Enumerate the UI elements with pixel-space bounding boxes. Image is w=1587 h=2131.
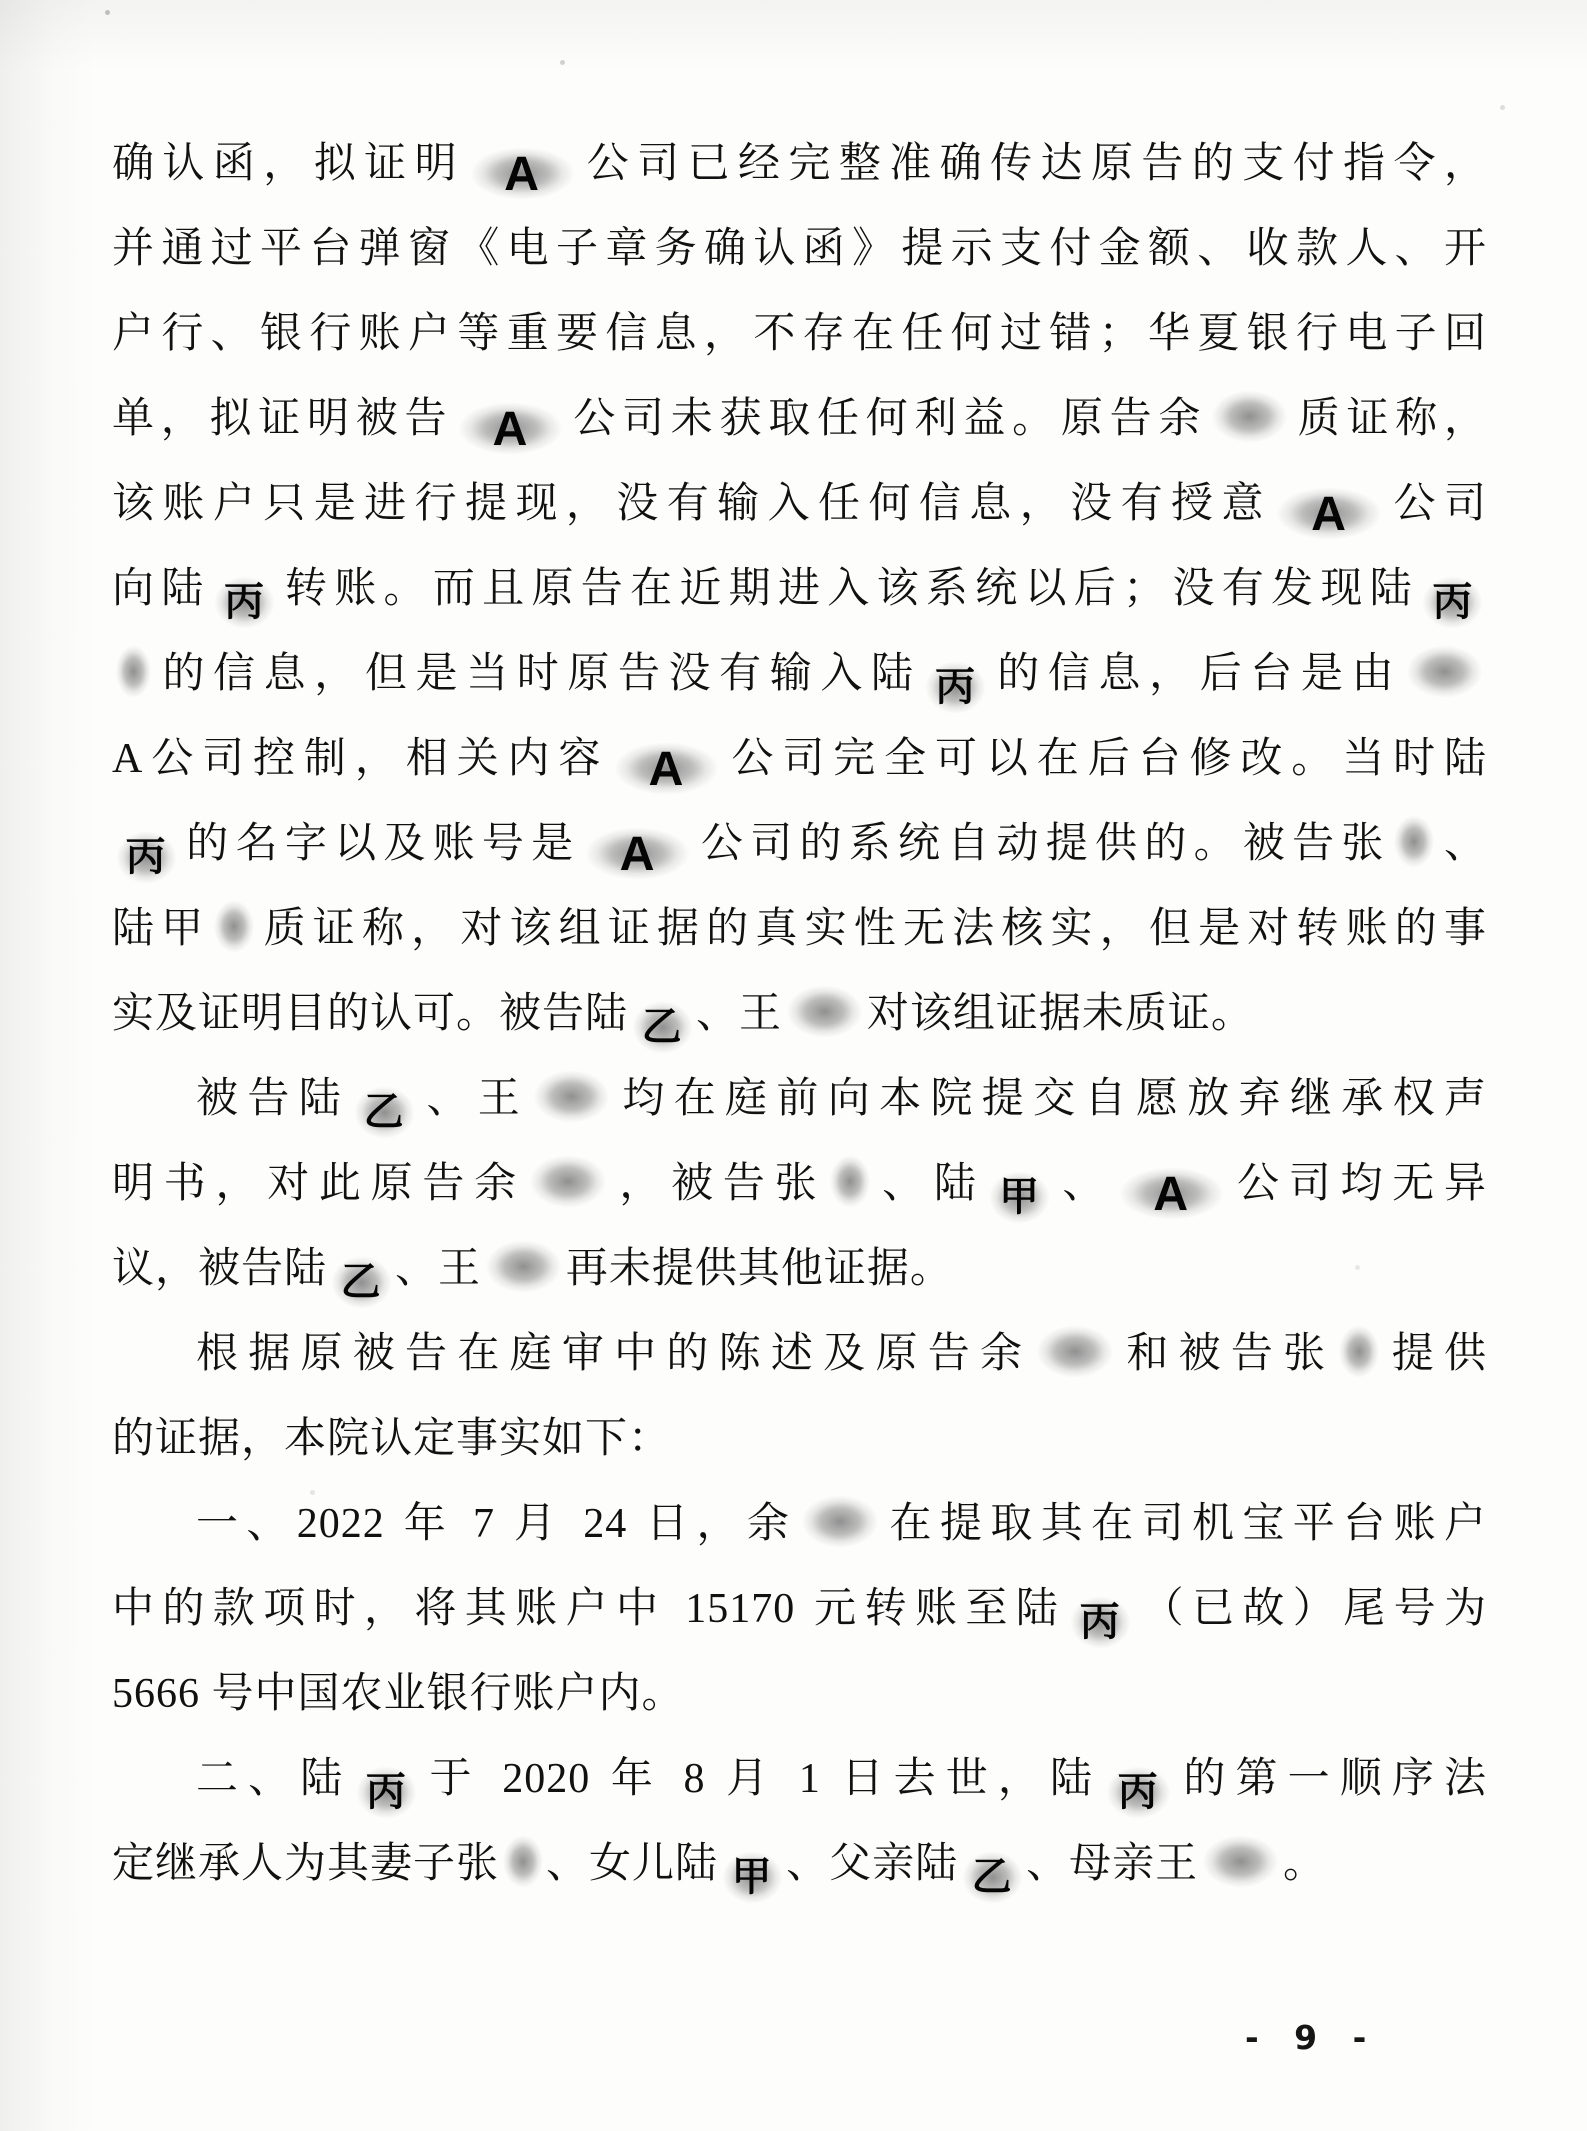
text-segment: 、女儿陆 [546, 1841, 719, 1887]
text-segment: （已故）尾号为 [1134, 1586, 1487, 1632]
redaction-with-label [583, 825, 692, 882]
text-line [112, 1142, 1487, 1227]
text-line [112, 547, 1487, 632]
text-line [112, 122, 1487, 207]
redaction-blur [1201, 1833, 1281, 1890]
text-line [112, 207, 1487, 292]
redaction-with-label [213, 574, 276, 631]
redaction-with-label [721, 1849, 784, 1906]
text-line [112, 462, 1487, 547]
redaction-label-text: 丙 [1117, 1769, 1159, 1814]
text-segment: 实及证明目的认可。被告陆 [112, 991, 629, 1037]
text-segment: 、 [1437, 821, 1487, 867]
text-line [112, 632, 1487, 717]
text-segment: 一、2022 年 7 月 24 日，余 [196, 1501, 798, 1547]
redaction-with-label [988, 1169, 1051, 1226]
redaction-with-label [330, 1254, 393, 1311]
redaction-label-text: 丙 [935, 664, 977, 709]
redaction-label-text: 甲 [731, 1854, 773, 1899]
text-line [112, 1567, 1487, 1652]
text-segment: 并通过平台弹窗《电子章务确认函》提示支付金额、收款人、开 [112, 226, 1487, 272]
redaction-with-label [1421, 574, 1484, 631]
redaction-blur [115, 643, 153, 700]
redaction-with-label [924, 659, 987, 716]
text-segment: 在提取其在司机宝平台账户 [882, 1501, 1487, 1547]
redaction-with-label [1117, 1165, 1226, 1222]
redaction-label-text: A [492, 401, 529, 456]
text-segment: 、王 [395, 1246, 482, 1292]
redaction-blur [484, 1238, 564, 1295]
text-segment: 、 [1053, 1161, 1115, 1207]
redaction-label-text: 甲 [999, 1174, 1041, 1219]
redaction-blur [502, 1833, 544, 1890]
text-segment: 议，被告陆 [112, 1246, 328, 1292]
redaction-label-text: 乙 [641, 1004, 683, 1049]
text-segment: 、王 [696, 991, 783, 1037]
text-segment: 5666 号中国农业银行账户内。 [112, 1671, 685, 1717]
redaction-with-label [612, 740, 721, 797]
text-segment: 该账户只是进行提现，没有输入任何信息，没有授意 [112, 481, 1272, 527]
text-line [112, 1227, 1487, 1312]
text-segment: 二、陆 [196, 1756, 353, 1802]
text-line [112, 1312, 1487, 1397]
redaction-label-text: A [619, 826, 656, 881]
text-line [112, 972, 1487, 1057]
redaction-with-label [468, 145, 577, 202]
text-segment: 陆甲 [112, 906, 211, 952]
text-segment: 公司已经完整准确传达原告的支付指令， [579, 141, 1487, 187]
text-segment: 转账。而且原告在近期进入该系统以后；没有发现陆 [278, 566, 1419, 612]
text-segment: 、父亲陆 [786, 1841, 959, 1887]
page-number: - 9 - [1245, 2018, 1379, 2057]
redaction-with-label [1105, 1764, 1172, 1821]
scan-artifacts [105, 10, 110, 15]
text-line [112, 717, 1487, 802]
redaction-label-text: A [504, 146, 541, 201]
redaction-blur [1338, 1323, 1380, 1380]
text-line [112, 1822, 1487, 1907]
text-line [112, 887, 1487, 972]
text-segment: 于 2020 年 8 月 1 日去世，陆 [420, 1756, 1103, 1802]
text-segment: 、王 [418, 1076, 530, 1122]
text-line [112, 1482, 1487, 1567]
text-segment: 再未提供其他证据。 [565, 1246, 953, 1292]
text-segment: 的信息，但是当时原告没有输入陆 [154, 651, 922, 697]
redaction-label-text: 丙 [1432, 579, 1474, 624]
redaction-label-text: 乙 [340, 1259, 382, 1304]
text-segment: 定继承人为其妻子张 [112, 1841, 500, 1887]
redaction-blur [528, 1153, 608, 1210]
redaction-blur [213, 898, 255, 955]
redaction-with-label [115, 829, 178, 886]
text-segment: 提供 [1382, 1331, 1487, 1377]
text-segment: 公司未获取任何利益。原告余 [567, 396, 1208, 442]
text-segment: 单，拟证明被告 [112, 396, 454, 442]
redaction-blur [829, 1153, 871, 1210]
redaction-blur [1393, 813, 1435, 870]
redaction-label-text: A [1311, 486, 1347, 541]
text-segment: 根据原被告在庭审中的陈述及原告余 [196, 1331, 1033, 1377]
text-segment: 的证据，本院认定事实如下： [112, 1416, 672, 1462]
redaction-with-label [355, 1764, 418, 1821]
text-line [112, 292, 1487, 377]
redaction-blur [785, 983, 865, 1040]
text-segment: 、陆 [873, 1161, 986, 1207]
text-segment: 被告陆 [196, 1076, 351, 1122]
redaction-label-text: A [1153, 1166, 1190, 1221]
redaction-label-text: A [648, 741, 685, 796]
text-segment: 向陆 [112, 566, 211, 612]
text-segment: 均在庭前向本院提交自愿放弃继承权声 [613, 1076, 1487, 1122]
text-line [112, 1737, 1487, 1822]
redaction-label-text: 丙 [224, 579, 266, 624]
text-line [112, 377, 1487, 462]
redaction-blur [1035, 1323, 1115, 1380]
redaction-blur [1210, 388, 1290, 445]
redaction-blur [532, 1068, 612, 1125]
text-segment: 户行、银行账户等重要信息，不存在任何过错；华夏银行电子回 [112, 311, 1487, 357]
text-segment: 明书，对此原告余 [112, 1161, 526, 1207]
text-segment: 中的款项时，将其账户中 15170 元转账至陆 [112, 1586, 1067, 1632]
text-segment: 的名字以及账号是 [180, 821, 581, 867]
text-line [112, 1057, 1487, 1142]
redaction-blur [1405, 643, 1485, 700]
text-line [112, 802, 1487, 887]
redaction-label-text: 乙 [971, 1854, 1013, 1899]
text-segment: 和被告张 [1117, 1331, 1336, 1377]
text-line [112, 1397, 1487, 1482]
redaction-with-label [456, 400, 565, 457]
text-segment: 公司 [1386, 481, 1487, 527]
text-line [112, 1652, 1487, 1737]
text-segment: 的信息，后台是由 [989, 651, 1403, 697]
redaction-with-label [961, 1849, 1024, 1906]
text-segment: 确认函，拟证明 [112, 141, 466, 187]
text-segment: 质证称， [1291, 396, 1487, 442]
text-segment: 质证称，对该组证据的真实性无法核实，但是对转账的事 [257, 906, 1487, 952]
text-segment: 。 [1282, 1841, 1326, 1887]
text-segment: 公司完全可以在后台修改。当时陆 [723, 736, 1487, 782]
text-segment: 公司均无异 [1228, 1161, 1487, 1207]
redaction-with-label [353, 1084, 416, 1141]
redaction-with-label [631, 999, 694, 1056]
redaction-label-text: 丙 [125, 834, 167, 879]
redaction-with-label [1274, 485, 1383, 542]
text-segment: 对该组证据未质证。 [866, 991, 1254, 1037]
redaction-with-label [1069, 1594, 1132, 1651]
redaction-blur [800, 1493, 880, 1550]
redaction-label-text: 乙 [363, 1089, 405, 1134]
text-segment: 的第一顺序法 [1174, 1756, 1487, 1802]
text-segment: ，被告张 [610, 1161, 827, 1207]
text-segment: 公司的系统自动提供的。被告张 [694, 821, 1391, 867]
redaction-label-text: 丙 [1079, 1599, 1121, 1644]
text-segment: A公司控制，相关内容 [112, 736, 610, 782]
redaction-label-text: 丙 [365, 1769, 407, 1814]
text-block [112, 122, 1487, 1907]
text-segment: 、母亲王 [1026, 1841, 1199, 1887]
